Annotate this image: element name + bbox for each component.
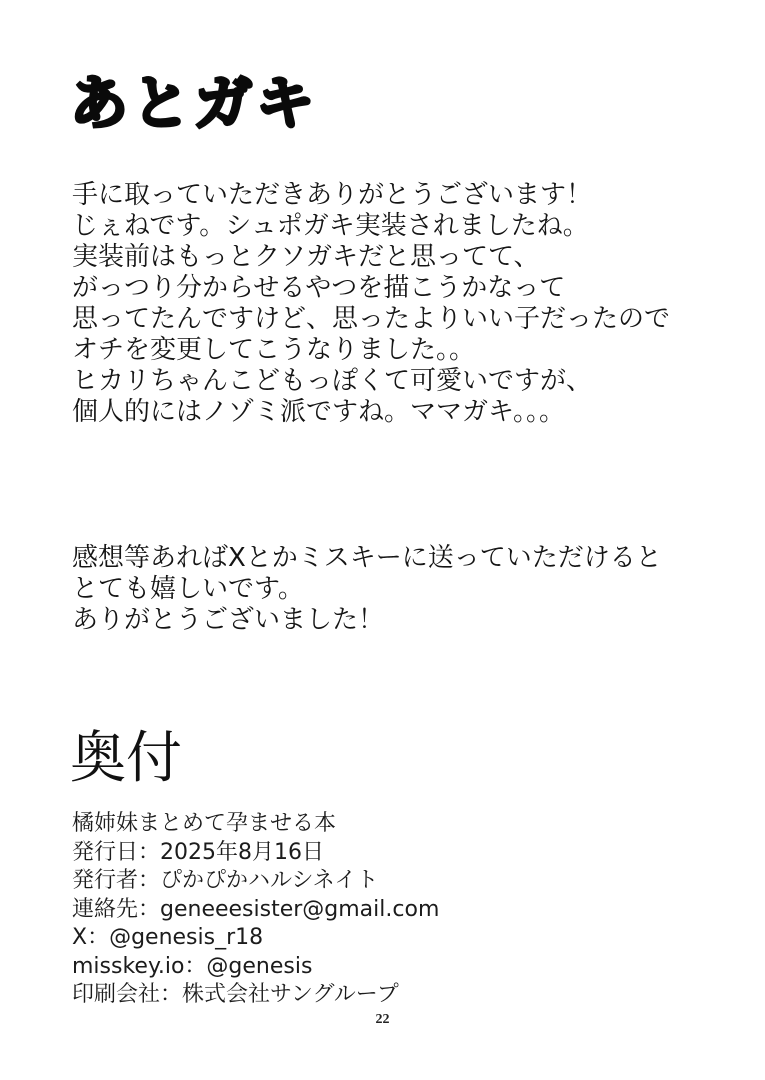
colophon-printer: 印刷会社：株式会社サングループ (72, 982, 399, 1007)
text-line: 思ってたんですけど、思ったよりいい子だったので (72, 304, 671, 334)
text-line: とても嬉しいです。 (72, 574, 304, 604)
colophon-publisher: 発行者：ぴかぴかハルシネイト (72, 868, 379, 893)
colophon-misskey-handle: misskey.io：@genesis (72, 953, 313, 979)
text-line: 感想等あればXとかミスキーに送っていただけると (72, 543, 662, 573)
text-line: 個人的にはノゾミ派ですね。ママガキ。。。 (72, 397, 565, 427)
text-line: がっつり分からせるやつを描こうかなって (72, 273, 566, 303)
text-line: オチを変更してこうなりました。。 (72, 335, 476, 365)
text-line: じぇねです。シュポガキ実装されましたね。 (72, 211, 589, 241)
text-line: 手に取っていただきありがとうございます！ (72, 180, 593, 210)
colophon-details (72, 810, 439, 1010)
text-line: ヒカリちゃんこどもっぽくて可愛いですが、 (72, 366, 593, 396)
colophon-x-handle: X：@genesis_r18 (72, 925, 264, 950)
colophon-publish-date: 発行日：2025年8月16日 (72, 839, 324, 865)
afterword-paragraph-2 (72, 543, 662, 636)
colophon-contact-email: 連絡先：geneeesister@gmail.com (72, 896, 440, 922)
page-number: 22 (375, 1012, 390, 1027)
afterword-paragraph-1 (72, 180, 670, 428)
colophon-heading: 奥付 (70, 726, 182, 791)
text-line: 実装前はもっとクソガキだと思ってて、 (72, 242, 540, 272)
afterword-title: あとガキ (70, 69, 319, 137)
colophon-book-title: 橘姉妹まとめて孕ませる本 (72, 811, 337, 836)
text-line: ありがとうございました！ (72, 605, 385, 635)
